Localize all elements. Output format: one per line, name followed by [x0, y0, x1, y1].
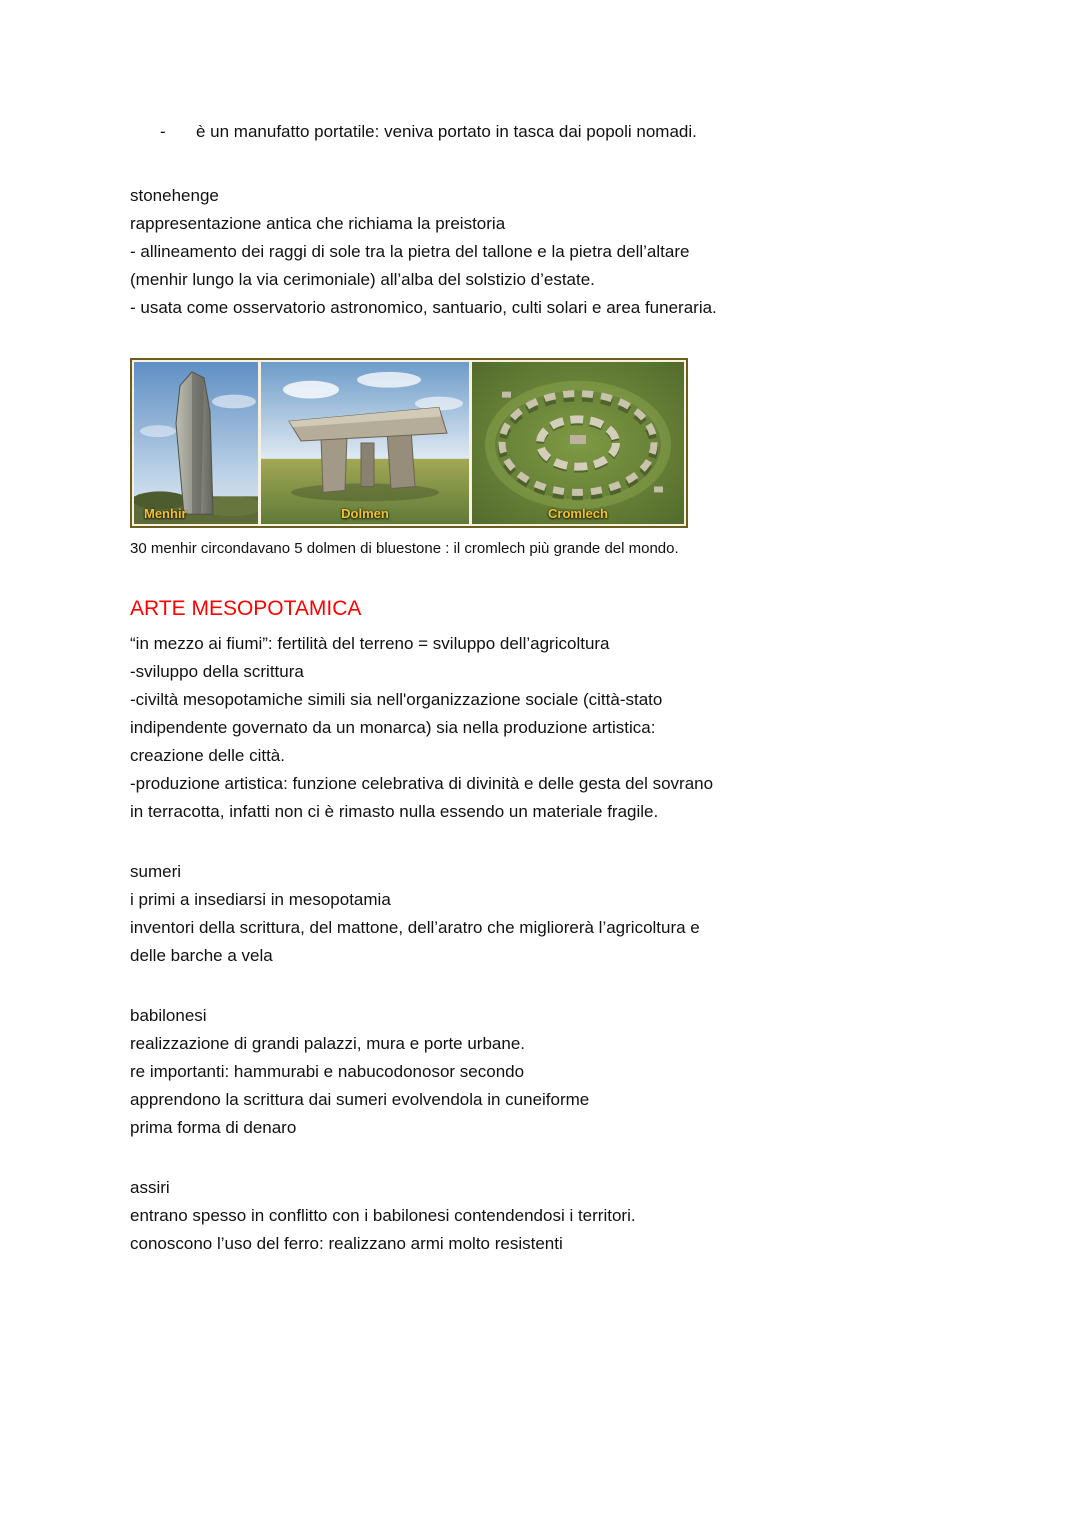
meso-line: “in mezzo ai fiumi”: fertilità del terreno = sviluppo dell’agricoltura: [130, 634, 610, 653]
meso-line: -civiltà mesopotamiche simili sia nell'organizzazione sociale (città-stato: [130, 690, 663, 709]
stonehenge-line: - usata come osservatorio astronomico, santuario, culti solari e area funeraria.: [130, 298, 717, 317]
meso-line: -produzione artistica: funzione celebrativa di divinità e delle gesta del sovrano: [130, 774, 714, 793]
assiri-line: entrano spesso in conflitto con i babilonesi contendendosi i territori.: [130, 1206, 636, 1225]
bullet-text: è un manufatto portatile: veniva portato in tasca dai popoli nomadi.: [196, 122, 697, 141]
babilonesi-line: apprendono la scrittura dai sumeri evolvendola in cuneiforme: [130, 1090, 590, 1109]
assiri-title: assiri: [130, 1178, 170, 1197]
stonehenge-line: rappresentazione antica che richiama la preistoria: [130, 214, 506, 233]
cromlech-photo: [472, 362, 684, 524]
babilonesi-line: realizzazione di grandi palazzi, mura e porte urbane.: [130, 1034, 526, 1053]
bullet-portable-artifact: [130, 118, 952, 146]
section-babilonesi: [130, 1002, 952, 1142]
sumeri-line: delle barche a vela: [130, 946, 273, 965]
section-mesopotamia: [130, 594, 952, 826]
meso-line: in terracotta, infatti non ci è rimasto nulla essendo un materiale fragile.: [130, 802, 659, 821]
sumeri-title: sumeri: [130, 862, 182, 881]
assiri-line: conoscono l’uso del ferro: realizzano armi molto resistenti: [130, 1234, 563, 1253]
dolmen-photo: [261, 362, 469, 524]
menhir-photo: [134, 362, 258, 524]
bullet-dash: -: [160, 122, 166, 141]
meso-line: -sviluppo della scrittura: [130, 662, 304, 681]
stonehenge-figure: [130, 358, 688, 528]
section-assiri: [130, 1174, 952, 1258]
sumeri-line: i primi a insediarsi in mesopotamia: [130, 890, 391, 909]
section-sumeri: [130, 858, 952, 970]
stonehenge-line: (menhir lungo la via cerimoniale) all’alba del solstizio d’estate.: [130, 270, 595, 289]
figure-caption: 30 menhir circondavano 5 dolmen di bluestone : il cromlech più grande del mondo.: [130, 540, 679, 557]
sumeri-line: inventori della scrittura, del mattone, dell’aratro che migliorerà l’agricoltura e: [130, 918, 700, 937]
dolmen-illustration: [261, 362, 469, 524]
babilonesi-line: prima forma di denaro: [130, 1118, 297, 1137]
babilonesi-line: re importanti: hammurabi e nabucodonosor secondo: [130, 1062, 525, 1081]
stonehenge-title: stonehenge: [130, 186, 219, 205]
babilonesi-title: babilonesi: [130, 1006, 207, 1025]
dolmen-photo-label: Dolmen: [341, 506, 389, 521]
meso-line: creazione delle città.: [130, 746, 285, 765]
section-heading-mesopotamia: ARTE MESOPOTAMICA: [130, 597, 362, 620]
menhir-illustration: [134, 362, 258, 524]
section-stonehenge: [130, 182, 952, 322]
cromlech-photo-label: Cromlech: [548, 506, 608, 521]
meso-line: indipendente governato da un monarca) sia nella produzione artistica:: [130, 718, 656, 737]
stonehenge-line: - allineamento dei raggi di sole tra la pietra del tallone e la pietra dell’altare: [130, 242, 690, 261]
menhir-photo-label: Menhir: [144, 506, 187, 521]
cromlech-illustration: [472, 362, 684, 524]
